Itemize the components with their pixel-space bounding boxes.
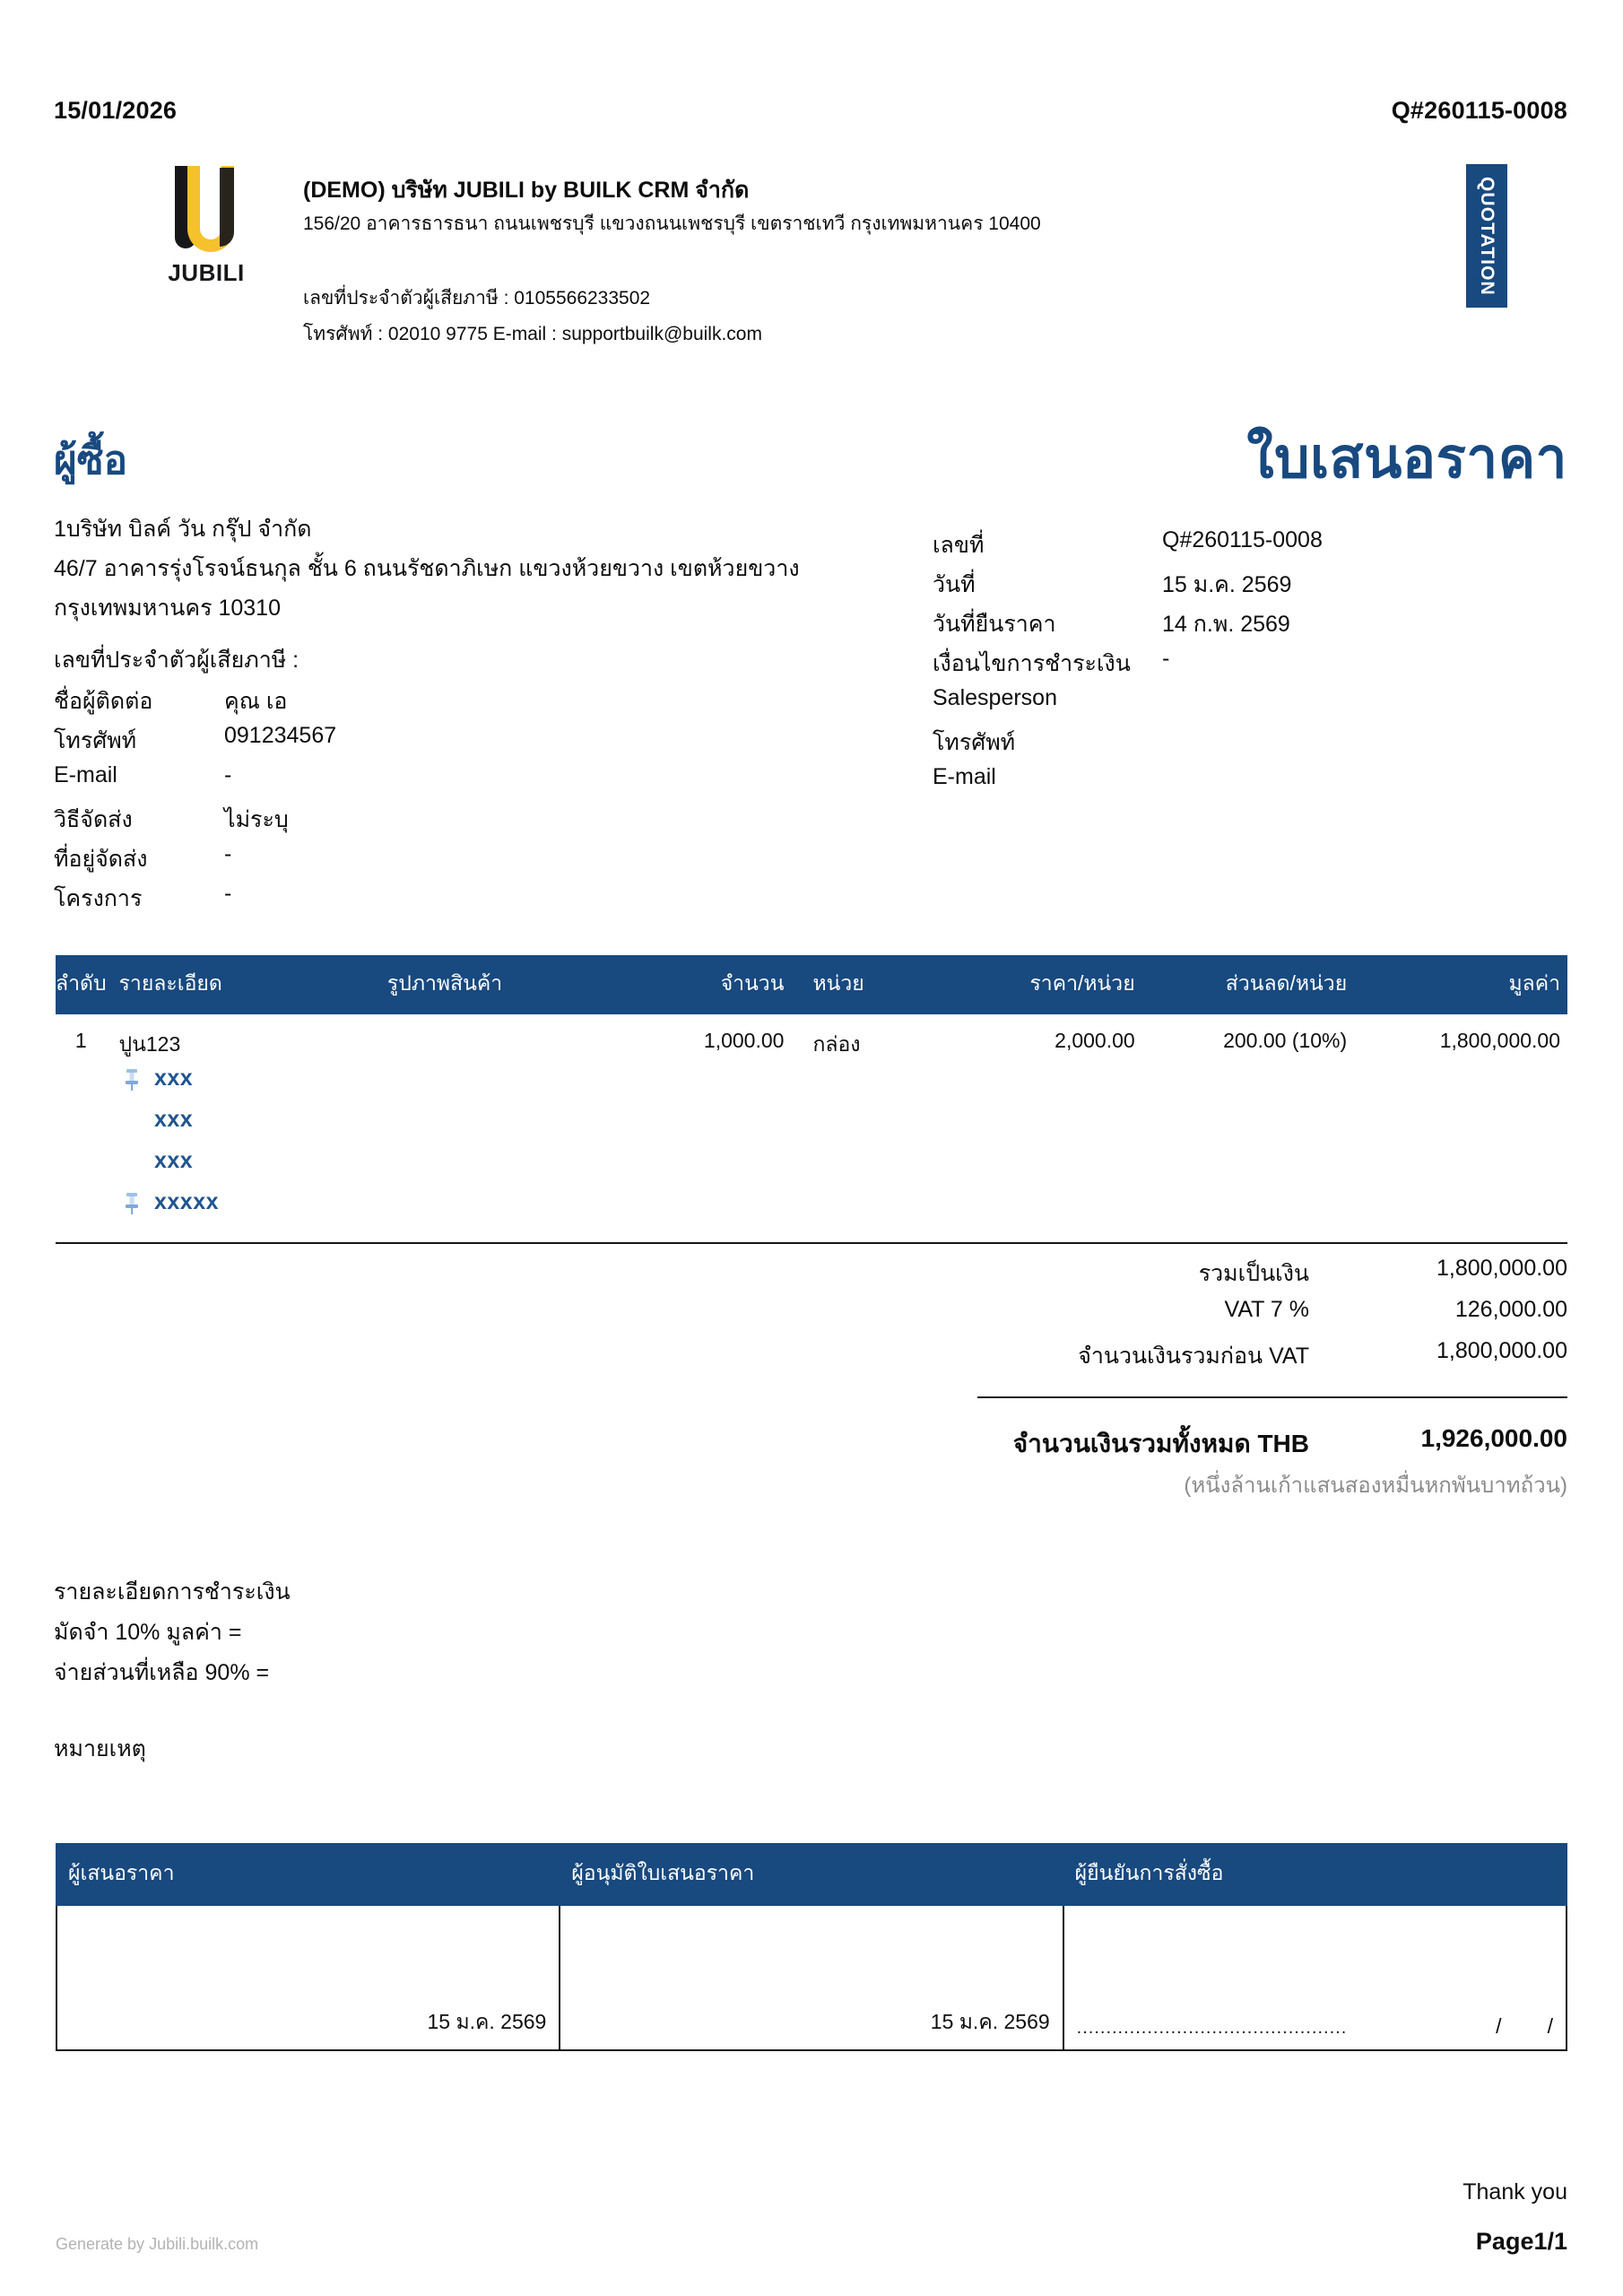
signature-approver-date: 15 ม.ค. 2569 xyxy=(930,2010,1050,2033)
grand-total-in-words: (หนึ่งล้านเก้าแสนสองหมื่นหกพันบาทถ้วน) xyxy=(1184,1474,1567,1498)
company-name: (DEMO) บริษัท JUBILI by BUILK CRM จำกัด xyxy=(303,178,750,203)
document-date-top: 15/01/2026 xyxy=(54,97,178,124)
grand-total-row xyxy=(933,1424,1567,1464)
page-number: Page1/1 xyxy=(1475,2228,1567,2255)
signature-header-confirmer: ผู้ยืนยันการสั่งซื้อ xyxy=(1063,1844,1567,1905)
document-meta-label: โทรศัพท์ xyxy=(933,730,1016,755)
note-text: xxx xyxy=(154,1148,194,1173)
buyer-detail-row xyxy=(54,683,520,723)
signature-confirmer-date-slashes: / / xyxy=(1496,2014,1553,2038)
signature-confirmer-dotted-line: .............................................. xyxy=(1076,2018,1348,2038)
buyer-detail-value: - xyxy=(224,762,232,787)
buyer-detail-row xyxy=(54,881,520,920)
document-meta-label: วันที่ยืนราคา xyxy=(933,612,1056,637)
buyer-detail-label: โทรศัพท์ xyxy=(54,728,137,753)
note-text: xxxxx xyxy=(154,1189,220,1214)
column-header-description: รายละเอียด xyxy=(107,955,387,1014)
grand-total-value: 1,926,000.00 xyxy=(1420,1424,1567,1452)
cell-image xyxy=(387,1014,634,1070)
totals-label: จำนวนเงินรวมก่อน VAT xyxy=(1078,1344,1309,1369)
document-meta-value: Q#260115-0008 xyxy=(1162,527,1323,552)
buyer-name: 1บริษัท บิลค์ วัน กรุ๊ป จำกัด xyxy=(54,517,312,542)
payment-deposit-line: มัดจำ 10% มูลค่า = xyxy=(54,1620,242,1645)
document-meta-label: เลขที่ xyxy=(933,533,985,558)
buyer-detail-row xyxy=(54,762,520,802)
signature-cell-approver[interactable] xyxy=(560,1905,1063,2050)
signature-table xyxy=(56,1843,1567,2051)
column-header-discount: ส่วนลด/หน่วย xyxy=(1153,955,1363,1014)
totals-row xyxy=(933,1297,1567,1338)
buyer-detail-value: - xyxy=(224,881,232,906)
totals-row xyxy=(933,1256,1567,1297)
buyer-detail-list xyxy=(54,683,520,920)
jubili-u-mark-icon xyxy=(168,166,245,252)
note-text: xxx xyxy=(154,1107,194,1132)
grand-total-label: จำนวนเงินรวมทั้งหมด THB xyxy=(1012,1430,1309,1457)
signature-cell-confirmer[interactable] xyxy=(1063,1905,1567,2050)
company-logo xyxy=(135,166,278,300)
buyer-detail-label: ที่อยู่จัดส่ง xyxy=(54,847,148,872)
document-meta-row xyxy=(933,725,1578,764)
buyer-detail-value: ไม่ระบุ xyxy=(224,807,289,832)
buyer-detail-value: - xyxy=(224,841,232,866)
document-meta-row xyxy=(933,527,1578,567)
buyer-detail-value: 091234567 xyxy=(224,723,337,748)
buyer-tax-id-label: เลขที่ประจำตัวผู้เสียภาษี : xyxy=(54,648,299,673)
company-address: 156/20 อาคารธารธนา ถนนเพชรบุรี แขวงถนนเพชรบุรี เขตราชเทวี กรุงเทพมหานคร 10400 xyxy=(303,213,1041,234)
buyer-detail-label: E-mail xyxy=(54,762,117,787)
document-meta-row xyxy=(933,685,1578,725)
buyer-address-line-2: กรุงเทพมหานคร 10310 xyxy=(54,596,281,621)
document-meta-row xyxy=(933,764,1578,804)
logo-dark-shadow xyxy=(220,168,234,247)
table-header-row xyxy=(56,955,1567,1014)
column-header-unit: หน่วย xyxy=(800,955,950,1014)
document-meta-row xyxy=(933,646,1578,685)
cell-no: 1 xyxy=(74,1029,87,1052)
company-contact: โทรศัพท์ : 02010 9775 E-mail : supportbuilk@builk.com xyxy=(303,324,762,344)
quotation-badge-label: QUOTATION xyxy=(1477,176,1497,296)
document-meta-label: เงื่อนไขการชำระเงิน xyxy=(933,651,1131,676)
cell-unit: กล่อง xyxy=(812,1032,861,1056)
document-title: ใบเสนอราคา xyxy=(1246,428,1567,490)
totals-section xyxy=(933,1256,1567,1379)
buyer-detail-label: ชื่อผู้ติดต่อ xyxy=(54,689,153,714)
buyer-section-title: ผู้ซื้อ xyxy=(54,439,128,483)
signature-offeror-date: 15 ม.ค. 2569 xyxy=(427,2010,547,2033)
buyer-detail-row xyxy=(54,841,520,881)
totals-label: VAT 7 % xyxy=(1224,1297,1309,1322)
buyer-detail-row xyxy=(54,723,520,762)
note-text: xxx xyxy=(154,1065,194,1091)
signature-cell-offeror[interactable] xyxy=(56,1905,560,2050)
document-meta-value: - xyxy=(1162,646,1170,671)
buyer-detail-row xyxy=(54,802,520,841)
cell-amount: 1,800,000.00 xyxy=(1439,1029,1560,1052)
signature-header-approver: ผู้อนุมัติใบเสนอราคา xyxy=(560,1844,1063,1905)
document-meta-list xyxy=(933,527,1578,804)
company-tax-id: เลขที่ประจำตัวผู้เสียภาษี : 0105566233502 xyxy=(303,288,651,309)
line-item-notes xyxy=(124,1065,219,1231)
cell-qty: 1,000.00 xyxy=(703,1029,785,1052)
note-line xyxy=(124,1065,219,1107)
totals-value: 126,000.00 xyxy=(1454,1297,1567,1322)
document-meta-label: Salesperson xyxy=(933,685,1057,710)
document-meta-row xyxy=(933,606,1578,646)
totals-value: 1,800,000.00 xyxy=(1436,1338,1567,1363)
document-meta-value: 14 ก.พ. 2569 xyxy=(1162,612,1290,637)
totals-label: รวมเป็นเงิน xyxy=(1198,1261,1309,1286)
thank-you-note: Thank you xyxy=(1462,2179,1567,2205)
pushpin-icon xyxy=(124,1189,154,1215)
document-meta-value: 15 ม.ค. 2569 xyxy=(1162,572,1292,597)
note-line xyxy=(124,1148,219,1189)
payment-balance-line: จ่ายส่วนที่เหลือ 90% = xyxy=(54,1660,270,1685)
document-meta-label: E-mail xyxy=(933,764,996,789)
column-header-image: รูปภาพสินค้า xyxy=(387,955,634,1014)
cell-discount: 200.00 (10%) xyxy=(1223,1029,1348,1052)
buyer-detail-label: วิธีจัดส่ง xyxy=(54,807,133,832)
grand-total-divider xyxy=(977,1396,1567,1398)
column-header-no: ลำดับ xyxy=(56,955,107,1014)
column-header-price: ราคา/หน่วย xyxy=(950,955,1152,1014)
totals-value: 1,800,000.00 xyxy=(1436,1256,1567,1281)
buyer-detail-label: โครงการ xyxy=(54,886,143,911)
document-meta-label: วันที่ xyxy=(933,572,976,597)
note-line xyxy=(124,1107,219,1148)
line-items-table xyxy=(56,955,1567,1070)
table-row xyxy=(56,1014,1567,1070)
remark-label: หมายเหตุ xyxy=(54,1736,146,1761)
document-number-top: Q#260115-0008 xyxy=(1391,97,1567,124)
totals-row xyxy=(933,1338,1567,1379)
payment-details-title: รายละเอียดการชำระเงิน xyxy=(54,1579,291,1605)
signature-header-offeror: ผู้เสนอราคา xyxy=(56,1844,560,1905)
document-meta-row xyxy=(933,567,1578,606)
signature-body-row xyxy=(56,1905,1567,2050)
column-header-qty: จำนวน xyxy=(634,955,800,1014)
signature-header-row xyxy=(56,1844,1567,1905)
quotation-type-badge xyxy=(1466,164,1507,308)
note-line xyxy=(124,1189,219,1231)
buyer-detail-value: คุณ เอ xyxy=(224,689,288,714)
generated-by-note: Generate by Jubili.builk.com xyxy=(56,2235,259,2253)
buyer-address-line-1: 46/7 อาคารรุ่งโรจน์ธนกุล ชั้น 6 ถนนรัชดาภิเษก แขวงห้วยขวาง เขตห้วยขวาง xyxy=(54,556,800,581)
cell-price: 2,000.00 xyxy=(1055,1029,1135,1052)
items-bottom-divider xyxy=(56,1242,1567,1244)
column-header-amount: มูลค่า xyxy=(1363,955,1567,1014)
cell-description: ปูน123 xyxy=(118,1032,181,1056)
logo-wordmark: JUBILI xyxy=(168,259,245,286)
pushpin-icon xyxy=(124,1065,154,1091)
